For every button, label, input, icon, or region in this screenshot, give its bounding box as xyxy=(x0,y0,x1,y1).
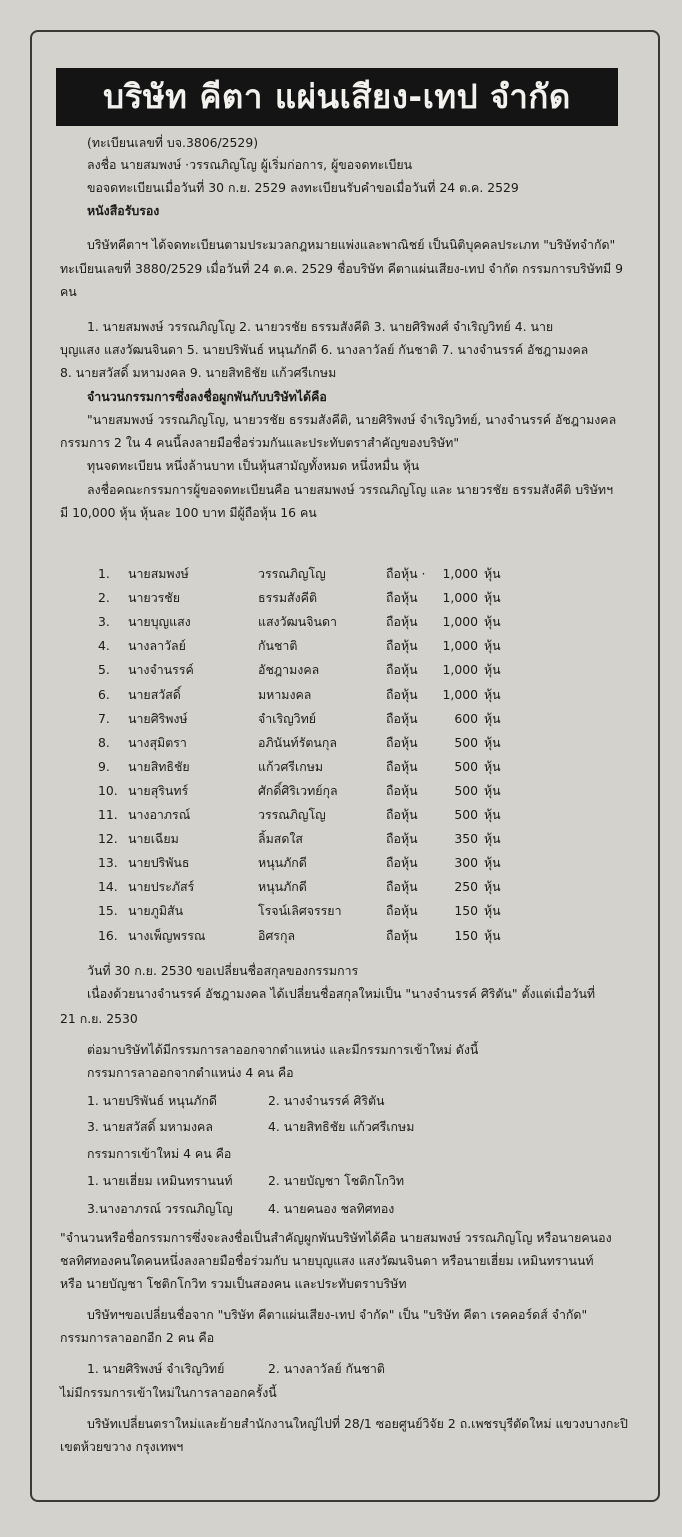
shareholder-number: 5. xyxy=(98,662,110,678)
shareholder-first-name: นางสุมิตรา xyxy=(128,734,187,750)
shareholder-row xyxy=(0,637,682,659)
shareholder-hold-label: ถือหุ้น xyxy=(386,831,418,847)
resigned-directors-heading: กรรมการลาออกจากตำแหน่ง 4 คน คือ xyxy=(87,1065,294,1080)
shareholder-surname: วรรณภิญโญ xyxy=(258,807,326,822)
shareholder-number: 16. xyxy=(98,927,118,943)
shareholder-surname: หนุนภักดี xyxy=(258,855,307,871)
authority-line: ชลทิศทองคนใดคนหนึ่งลงลายมือชื่อร่วมกับ นายบุญแสง แสงวัฒนจินดา หรือนายเฮี่ยม เหมินทรานนท์ xyxy=(60,1253,594,1268)
new-director: 2. นายบัญชา โชติกโกวิท xyxy=(268,1173,405,1188)
shareholder-hold-label: ถือหุ้น xyxy=(386,662,418,678)
shareholder-share-count: 500 xyxy=(454,807,478,822)
shareholder-first-name: นายสวัสดิ์ xyxy=(128,686,181,702)
shareholder-surname: กันชาติ xyxy=(258,638,298,654)
shareholder-first-name: นางเพ็ญพรรณ xyxy=(128,927,206,943)
shareholder-share-unit: หุ้น xyxy=(484,879,501,895)
shareholder-number: 1. xyxy=(98,566,110,581)
shareholder-number: 10. xyxy=(98,782,118,798)
certificate-text-line: คน xyxy=(60,284,77,299)
shareholder-share-unit: หุ้น xyxy=(484,903,501,919)
shareholder-row xyxy=(0,565,682,587)
shareholder-row xyxy=(0,686,682,708)
shareholder-share-count: 500 xyxy=(454,782,478,798)
shareholder-share-count: 1,000 xyxy=(442,662,478,678)
shareholder-share-unit: หุ้น xyxy=(484,638,501,654)
shareholder-share-count: 1,000 xyxy=(442,566,478,581)
directors-line: 1. นายสมพงษ์ วรรณภิญโญ 2. นายวรชัย ธรรมสังคีติ 3. นายศิริพงศ์ จำเริญวิทย์ 4. นาย xyxy=(87,319,554,334)
resigned-director: 1. นายปริพันธ์ หนุนภักดี xyxy=(87,1093,217,1108)
shareholder-hold-label: ถือหุ้น xyxy=(386,590,418,606)
shareholder-hold-label: ถือหุ้น · xyxy=(386,566,426,581)
shareholder-first-name: นายประภัสร์ xyxy=(128,879,195,895)
shareholder-share-unit: หุ้น xyxy=(484,807,501,822)
shareholder-share-unit: หุ้น xyxy=(484,927,501,943)
shareholder-number: 3. xyxy=(98,614,110,630)
registering-board-line: มี 10,000 หุ้น หุ้นละ 100 บาท มีผู้ถือหุ้น 16 คน xyxy=(60,505,317,520)
shareholder-surname: แก้วศรีเกษม xyxy=(258,758,324,774)
shareholder-surname: ธรรมสังคีติ xyxy=(258,590,317,606)
shareholder-share-unit: หุ้น xyxy=(484,710,501,726)
shareholder-surname: จำเริญวิทย์ xyxy=(258,710,317,726)
shareholder-share-unit: หุ้น xyxy=(484,566,501,581)
shareholder-hold-label: ถือหุ้น xyxy=(386,927,418,943)
shareholder-share-unit: หุ้น xyxy=(484,686,501,702)
shareholder-row xyxy=(0,613,682,635)
authority-line: หรือ นายบัญชา โชติกโกวิท รวมเป็นสองคน และประทับตราบริษัท xyxy=(60,1276,407,1291)
shareholder-surname: อัชฎามงคล xyxy=(258,662,320,678)
shareholder-row xyxy=(0,710,682,732)
authority-line: "จำนวนหรือชื่อกรรมการซึ่งจะลงชื่อเป็นสำคัญผูกพันบริษัทได้คือ นายสมพงษ์ วรรณภิญโญ หรือนายคนอง xyxy=(60,1230,612,1245)
shareholder-first-name: นายสมพงษ์ xyxy=(128,566,189,581)
company-title-banner: บริษัท คีตา แผ่นเสียง-เทป จำกัด xyxy=(56,68,618,126)
registered-capital: ทุนจดทะเบียน หนึ่งล้านบาท เป็นหุ้นสามัญทั้งหมด หนึ่งหมื่น หุ้น xyxy=(87,458,420,473)
signing-authority-line: กรรมการ 2 ใน 4 คนนี้ลงลายมือชื่อร่วมกันและประทับตราสำคัญของบริษัท" xyxy=(60,435,460,450)
shareholder-row xyxy=(0,661,682,683)
new-directors-heading: กรรมการเข้าใหม่ 4 คน คือ xyxy=(87,1146,232,1161)
shareholder-share-unit: หุ้น xyxy=(484,590,501,606)
shareholder-hold-label: ถือหุ้น xyxy=(386,638,418,654)
shareholder-number: 12. xyxy=(98,831,118,847)
shareholder-share-count: 150 xyxy=(454,903,478,919)
shareholder-hold-label: ถือหุ้น xyxy=(386,855,418,871)
name-change-line: เนื่องด้วยนางจำนรรค์ อัชฎามงคล ได้เปลี่ยนชื่อสกุลใหม่เป็น "นางจำนรรค์ ศิริตัน" ตั้งแต่เมื่อวันที่ xyxy=(87,986,596,1001)
shareholder-hold-label: ถือหุ้น xyxy=(386,807,418,822)
shareholder-first-name: นายศิริพงษ์ xyxy=(128,710,188,726)
shareholder-number: 15. xyxy=(98,903,118,919)
relocation-line: เขตห้วยขวาง กรุงเทพฯ xyxy=(60,1439,184,1454)
shareholder-surname: แสงวัฒนจินดา xyxy=(258,614,337,630)
shareholder-row xyxy=(0,734,682,756)
registration-number: (ทะเบียนเลขที่ บจ.3806/2529) xyxy=(87,135,259,150)
no-new-directors-note: ไม่มีกรรมการเข้าใหม่ในการลาออกครั้งนี้ xyxy=(60,1385,277,1400)
director-change-intro: ต่อมาบริษัทได้มีกรรมการลาออกจากตำแหน่ง และมีกรรมการเข้าใหม่ ดังนี้ xyxy=(87,1042,479,1057)
signer-line: ลงชื่อ นายสมพงษ์ ·วรรณภิญโญ ผู้เริ่มก่อการ, ผู้ขอจดทะเบียน xyxy=(87,157,413,172)
shareholder-number: 11. xyxy=(98,807,118,822)
shareholder-share-unit: หุ้น xyxy=(484,734,501,750)
shareholder-row xyxy=(0,854,682,876)
shareholder-hold-label: ถือหุ้น xyxy=(386,614,418,630)
shareholder-share-count: 150 xyxy=(454,927,478,943)
shareholder-surname: อภินันท์รัตนกุล xyxy=(258,734,337,750)
new-director: 1. นายเฮี่ยม เหมินทรานนท์ xyxy=(87,1173,233,1188)
registering-board-line: ลงชื่อคณะกรรมการผู้ขอจดทะเบียนคือ นายสมพงษ์ วรรณภิญโญ และ นายวรชัย ธรรมสังคีติ บริษัทฯ xyxy=(87,482,614,497)
shareholder-first-name: นายสิทธิชัย xyxy=(128,758,190,774)
certificate-heading: หนังสือรับรอง xyxy=(87,203,160,218)
shareholder-share-count: 250 xyxy=(454,879,478,895)
signing-authority-heading: จำนวนกรรมการซึ่งลงชื่อผูกพันกับบริษัทได้คือ xyxy=(87,389,327,404)
directors-line: 8. นายสวัสดิ์ มหามงคล 9. นายสิทธิชัย แก้วศรีเกษม xyxy=(60,365,337,380)
shareholder-number: 8. xyxy=(98,734,110,750)
shareholder-surname: ลิ้มสดใส xyxy=(258,831,303,847)
shareholder-hold-label: ถือหุ้น xyxy=(386,710,418,726)
shareholder-first-name: นายภูมิสัน xyxy=(128,903,184,919)
shareholder-surname: อิศรกุล xyxy=(258,927,296,943)
shareholder-number: 2. xyxy=(98,590,110,606)
relocation-line: บริษัทเปลี่ยนตราใหม่และย้ายสำนักงานใหญ่ไปที่ 28/1 ซอยศูนย์วิจัย 2 ถ.เพชรบุรีตัดใหม่ แขวงบางกะปิ xyxy=(87,1416,628,1431)
resigned-director: 4. นายสิทธิชัย แก้วศรีเกษม xyxy=(268,1119,415,1134)
shareholder-hold-label: ถือหุ้น xyxy=(386,758,418,774)
shareholder-number: 13. xyxy=(98,855,118,871)
company-rename-line: บริษัทฯขอเปลี่ยนชื่อจาก "บริษัท คีตาแผ่นเสียง-เทป จำกัด" เป็น "บริษัท คีตา เรคคอร์ดส์ จำกัด" xyxy=(87,1307,588,1322)
shareholder-first-name: นายปริพันธ xyxy=(128,855,190,871)
new-director: 4. นายคนอง ชลทิศทอง xyxy=(268,1201,395,1216)
shareholder-surname: ศักดิ์ศิริเวทย์กุล xyxy=(258,782,338,798)
shareholder-surname: วรรณภิญโญ xyxy=(258,566,326,581)
shareholder-hold-label: ถือหุ้น xyxy=(386,734,418,750)
shareholder-share-count: 300 xyxy=(454,855,478,871)
shareholder-share-count: 350 xyxy=(454,831,478,847)
resigned-director: 3. นายสวัสดิ์ มหามงคล xyxy=(87,1119,213,1134)
shareholder-share-unit: หุ้น xyxy=(484,614,501,630)
shareholder-row xyxy=(0,589,682,611)
second-resigned-director: 2. นางลาวัลย์ กันชาติ xyxy=(268,1361,385,1376)
shareholder-number: 7. xyxy=(98,710,110,726)
second-resigned-director: 1. นายศิริพงษ์ จำเริญวิทย์ xyxy=(87,1361,225,1376)
shareholder-share-unit: หุ้น xyxy=(484,831,501,847)
shareholder-hold-label: ถือหุ้น xyxy=(386,782,418,798)
shareholder-first-name: นางลาวัลย์ xyxy=(128,638,186,654)
shareholder-share-count: 1,000 xyxy=(442,638,478,654)
shareholder-share-unit: หุ้น xyxy=(484,782,501,798)
shareholder-share-count: 1,000 xyxy=(442,686,478,702)
shareholder-first-name: นายบุญแสง xyxy=(128,614,191,630)
shareholder-row xyxy=(0,758,682,780)
new-director: 3.นางอาภรณ์ วรรณภิญโญ xyxy=(87,1201,233,1216)
shareholder-hold-label: ถือหุ้น xyxy=(386,903,418,919)
shareholder-surname: มหามงคล xyxy=(258,686,312,702)
shareholder-number: 6. xyxy=(98,686,110,702)
shareholder-number: 4. xyxy=(98,638,110,654)
shareholder-number: 9. xyxy=(98,758,110,774)
shareholder-row xyxy=(0,806,682,828)
shareholder-first-name: นายเฉียม xyxy=(128,831,179,847)
certificate-text-line: ทะเบียนเลขที่ 3880/2529 เมื่อวันที่ 24 ต.ค. 2529 ชื่อบริษัท คีตาแผ่นเสียง-เทป จำกัด กรรมการบริษัทมี 9 xyxy=(60,261,624,276)
shareholder-hold-label: ถือหุ้น xyxy=(386,879,418,895)
resigned-director: 2. นางจำนรรค์ ศิริตัน xyxy=(268,1093,385,1108)
shareholder-share-unit: หุ้น xyxy=(484,662,501,678)
shareholder-share-count: 600 xyxy=(454,710,478,726)
registration-dates: ขอจดทะเบียนเมื่อวันที่ 30 ก.ย. 2529 ลงทะเบียนรับคำขอเมื่อวันที่ 24 ต.ค. 2529 xyxy=(87,180,519,195)
shareholder-hold-label: ถือหุ้น xyxy=(386,686,418,702)
shareholder-row xyxy=(0,902,682,924)
second-resignation-heading: กรรมการลาออกอีก 2 คน คือ xyxy=(60,1330,215,1345)
shareholder-surname: โรจน์เลิศจรรยา xyxy=(258,903,342,919)
signing-authority-line: "นายสมพงษ์ วรรณภิญโญ, นายวรชัย ธรรมสังคีติ, นายศิริพงษ์ จำเริญวิทย์, นางจำนรรค์ อัชฎามงคล xyxy=(87,412,617,427)
shareholder-share-count: 1,000 xyxy=(442,590,478,606)
shareholder-share-count: 1,000 xyxy=(442,614,478,630)
shareholder-first-name: นางจำนรรค์ xyxy=(128,662,194,678)
directors-line: บุญแสง แสงวัฒนจินดา 5. นายปริพันธ์ หนุนภักดี 6. นางลาวัลย์ กันชาติ 7. นางจำนรรค์ อัชฎามงคล xyxy=(60,342,589,357)
shareholder-number: 14. xyxy=(98,879,118,895)
shareholder-surname: หนุนภักดี xyxy=(258,879,307,895)
name-change-line: 21 ก.ย. 2530 xyxy=(60,1011,138,1026)
shareholder-share-count: 500 xyxy=(454,758,478,774)
name-change-date: วันที่ 30 ก.ย. 2530 ขอเปลี่ยนชื่อสกุลของกรรมการ xyxy=(87,963,359,978)
shareholder-row xyxy=(0,782,682,804)
shareholder-row xyxy=(0,830,682,852)
shareholder-row xyxy=(0,927,682,949)
shareholder-share-unit: หุ้น xyxy=(484,855,501,871)
certificate-text-line: บริษัทคีตาฯ ได้จดทะเบียนตามประมวลกฎหมายแพ่งและพาณิชย์ เป็นนิติบุคคลประเภท "บริษัทจำกัด" xyxy=(87,237,616,252)
shareholder-first-name: นายสุรินทร์ xyxy=(128,782,189,798)
shareholder-share-unit: หุ้น xyxy=(484,758,501,774)
shareholder-first-name: นางอาภรณ์ xyxy=(128,807,191,822)
shareholder-row xyxy=(0,878,682,900)
shareholder-share-count: 500 xyxy=(454,734,478,750)
shareholder-first-name: นายวรชัย xyxy=(128,590,180,606)
